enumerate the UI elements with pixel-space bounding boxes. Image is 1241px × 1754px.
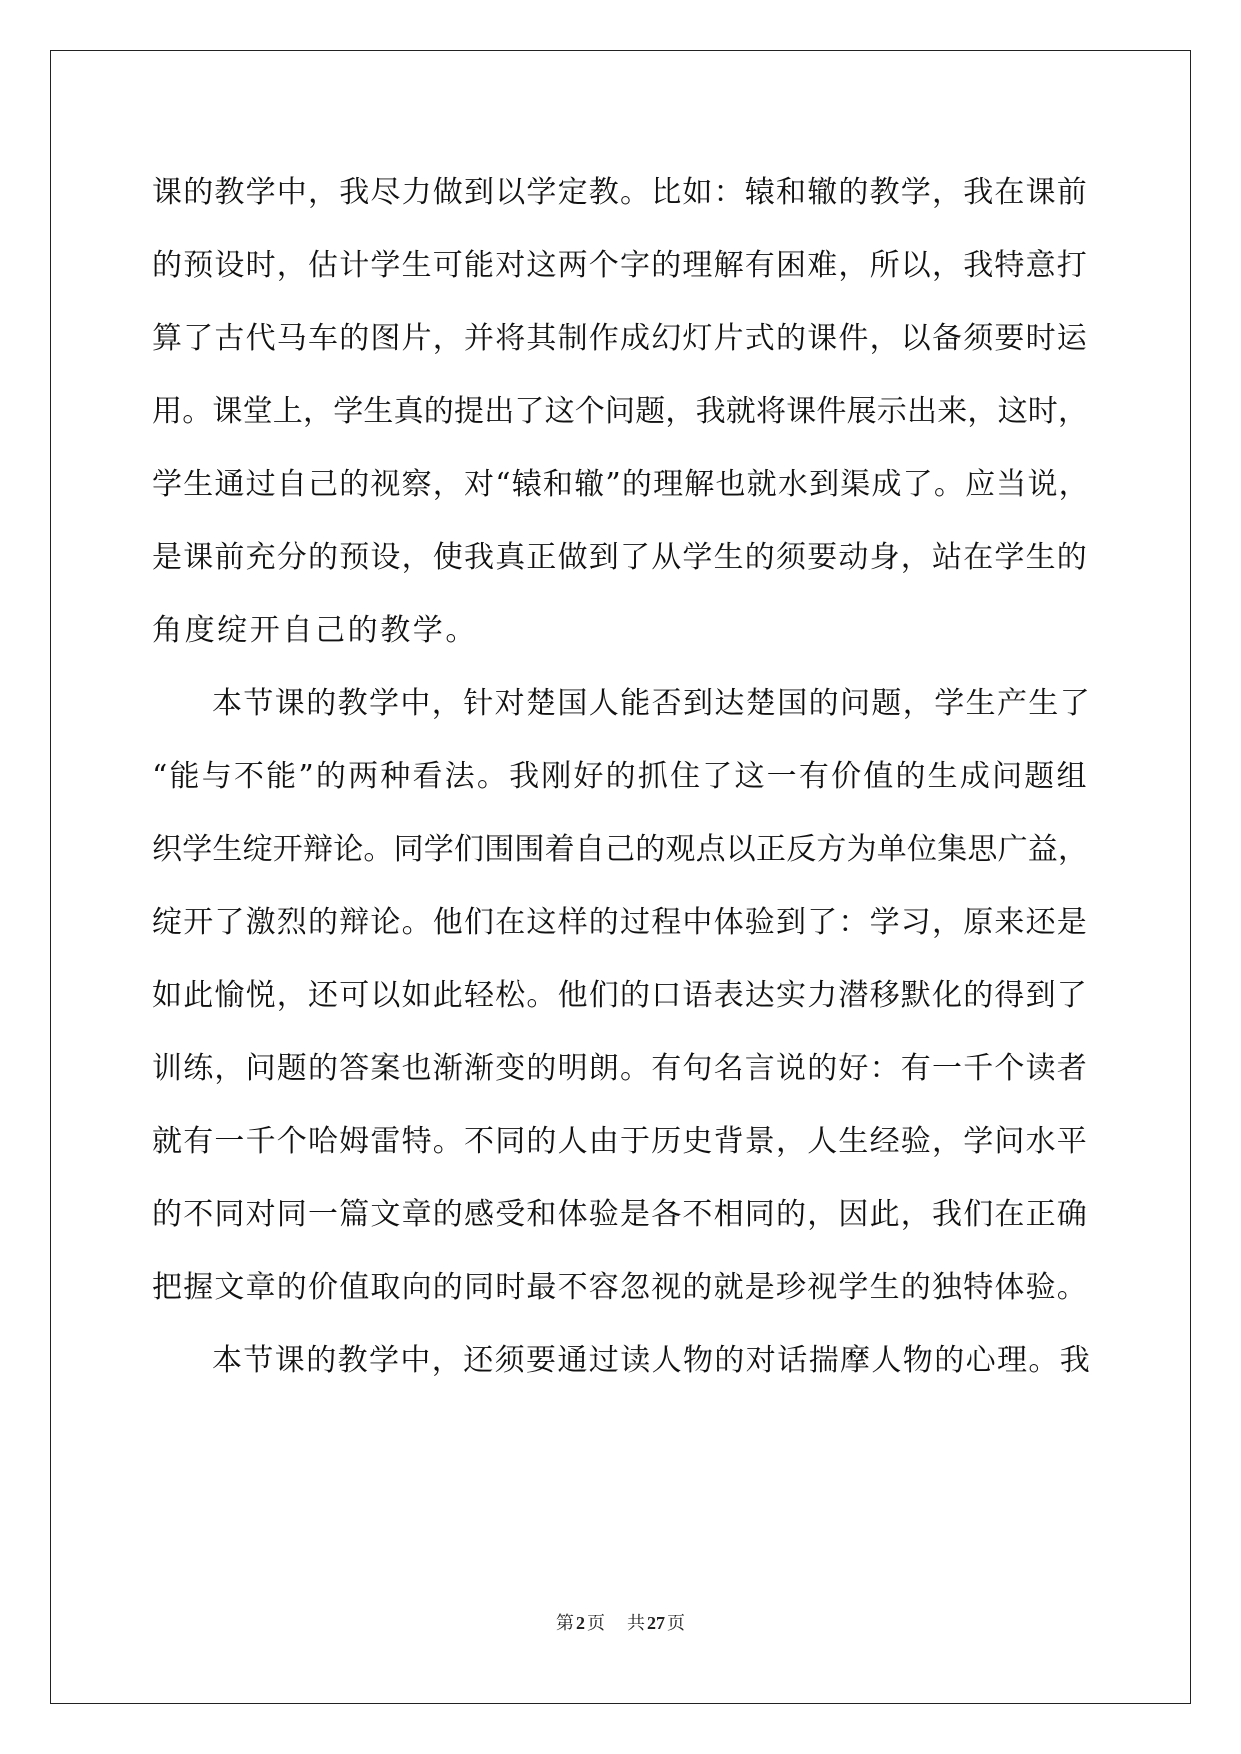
text-line: 课的教学中，我尽力做到以学定教。比如：辕和辙的教学，我在课前 — [152, 175, 1088, 210]
text-line: 角度绽开自己的教学。 — [152, 613, 478, 648]
text-line: 算了古代马车的图片，并将其制作成幻灯片式的课件，以备须要时运 — [152, 321, 1088, 356]
text-line: “能与不能”的两种看法。我刚好的抓住了这一有价值的生成问题组 — [152, 759, 1089, 794]
page-current: 2 — [576, 1613, 585, 1633]
page-suffix: 页 — [587, 1613, 605, 1633]
total-prefix: 共 — [627, 1613, 645, 1633]
text-line: 织学生绽开辩论。同学们围围着自己的观点以正反方为单位集思广益， — [152, 832, 1089, 867]
text-line: 是课前充分的预设，使我真正做到了从学生的须要动身，站在学生的 — [152, 540, 1088, 575]
text-line: 如此愉悦，还可以如此轻松。他们的口语表达实力潜移默化的得到了 — [152, 978, 1088, 1013]
page-total: 27 — [647, 1613, 665, 1633]
text-line: 本节课的教学中，针对楚国人能否到达楚国的问题，学生产生了 — [212, 686, 1092, 721]
text-line: 就有一千个哈姆雷特。不同的人由于历史背景，人生经验，学问水平 — [152, 1124, 1088, 1159]
text-line: 把握文章的价值取向的同时最不容忽视的就是珍视学生的独特体验。 — [152, 1270, 1088, 1305]
page-prefix: 第 — [556, 1613, 574, 1633]
page-footer — [0, 1609, 1241, 1635]
text-line: 的预设时，估计学生可能对这两个字的理解有困难，所以，我特意打 — [152, 248, 1088, 283]
total-suffix: 页 — [667, 1613, 685, 1633]
text-line: 本节课的教学中，还须要通过读人物的对话揣摩人物的心理。我 — [212, 1343, 1092, 1378]
text-line: 用。课堂上，学生真的提出了这个问题，我就将课件展示出来，这时， — [152, 394, 1089, 429]
text-line: 绽开了激烈的辩论。他们在这样的过程中体验到了：学习，原来还是 — [152, 905, 1088, 940]
text-line: 的不同对同一篇文章的感受和体验是各不相同的，因此，我们在正确 — [152, 1197, 1088, 1232]
text-line: 训练，问题的答案也渐渐变的明朗。有句名言说的好：有一千个读者 — [152, 1051, 1088, 1086]
text-line: 学生通过自己的视察，对“辕和辙”的理解也就水到渠成了。应当说， — [152, 467, 1090, 502]
